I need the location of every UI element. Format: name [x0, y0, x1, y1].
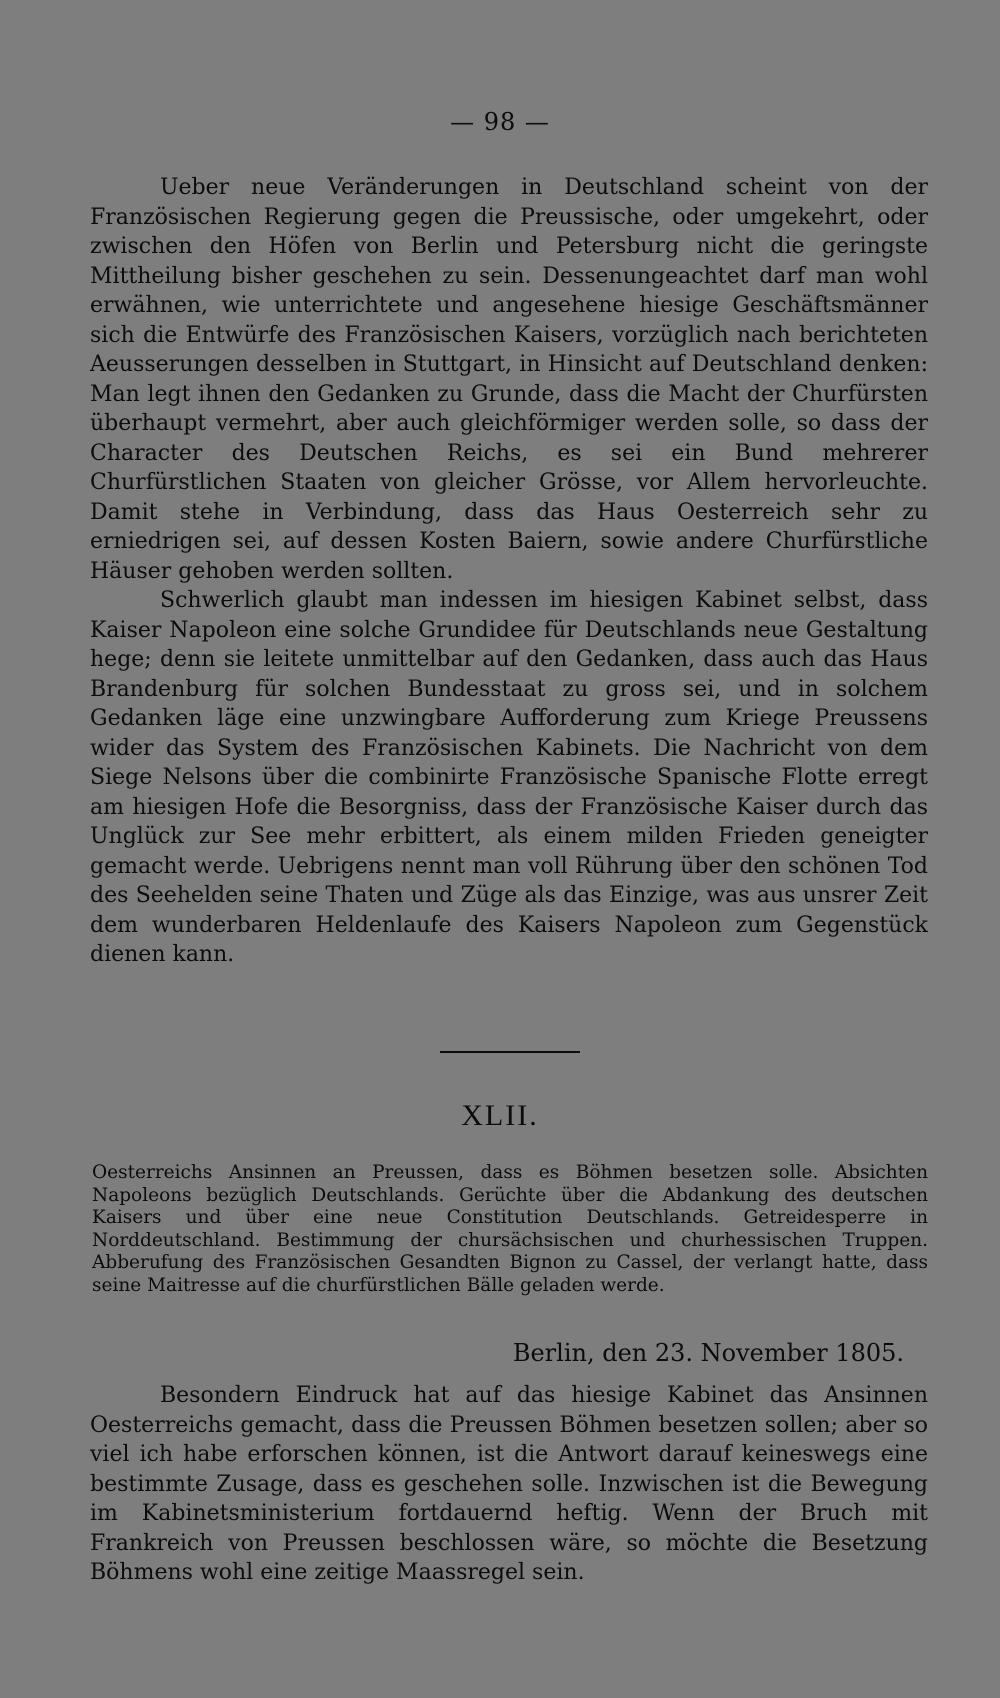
section-summary: Oesterreichs Ansinnen an Preussen, dass es Böhmen besetzen solle. Absichten Napoleons bezüglich Deutschlands. Gerüchte über die Abdankung des deutschen Kaisers und über eine neue Constitution Deutschlands. Getreidesperre in Norddeutschland. Bestimmung der chursächsischen und churhessischen Truppen. Abberufung des Französischen Gesandten Bignon zu Cassel, der verlangt hatte, dass seine Maitresse auf die churfürstlichen Bälle geladen werde. — [92, 1162, 928, 1296]
paragraph: Besondern Eindruck hat auf das hiesige Kabinet das Ansinnen Oesterreichs gemacht, dass die Preussen Böhmen besetzen sollen; aber so viel ich habe erforschen können, ist die Antwort darauf keineswegs eine bestimmte Zusage, dass es geschehen solle. Inzwischen ist die Bewegung im Kabinetsministerium fortdauernd heftig. Wenn der Bruch mit Frankreich von Preussen beschlossen wäre, so möchte die Besetzung Böhmens wohl eine zeitige Maassregel sein. — [90, 1383, 928, 1585]
section-heading: XLII. — [461, 1099, 539, 1132]
paragraph: Ueber neue Veränderungen in Deutschland scheint von der Französischen Regierung gegen die Preussische, oder umgekehrt, oder zwischen den Höfen von Berlin und Petersburg nicht die geringste Mittheilung bisher geschehen zu sein. Dessenungeachtet darf man wohl erwähnen, wie unterrichtete und angesehene hiesige Geschäftsmänner sich die Entwürfe des Französischen Kaisers, vorzüglich nach berichteten Aeusserungen desselben in Stuttgart, in Hinsicht auf Deutschland denken: Man legt ihnen den Gedanken zu Grunde, dass die Macht der Churfürsten überhaupt vermehrt, aber auch gleichförmiger werden solle, so dass der Character des Deutschen Reichs, es sei ein Bund mehrerer Churfürstlichen Staaten von gleicher Grösse, vor Allem hervorleuchte. Damit stehe in Verbindung, dass das Haus Oesterreich sehr zu erniedrigen sei, auf dessen Kosten Baiern, sowie andere Churfürstliche Häuser gehoben werden sollten. — [90, 175, 928, 584]
section-divider — [440, 1051, 580, 1053]
letter-text-continued — [90, 173, 928, 970]
dateline: Berlin, den 23. November 1805. — [512, 1339, 904, 1367]
paragraph: Schwerlich glaubt man indessen im hiesigen Kabinet selbst, dass Kaiser Napoleon eine solche Grundidee für Deutschlands neue Gestaltung hege; denn sie leitete unmittelbar auf den Gedanken, dass auch das Haus Brandenburg für solchen Bundesstaat zu gross sei, und in solchem Gedanken läge eine unzwingbare Aufforderung zum Kriege Preussens wider das System des Französischen Kabinets. Die Nachricht von dem Siege Nelsons über die combinirte Französische Spanische Flotte erregt am hiesigen Hofe die Besorgniss, dass der Französische Kaiser durch das Unglück zur See mehr erbittert, als einem milden Frieden geneigter gemacht werde. Uebrigens nennt man voll Rührung über den schönen Tod des Seehelden seine Thaten und Züge als das Einzige, was aus unsrer Zeit dem wunderbaren Heldenlaufe des Kaisers Napoleon zum Gegenstück dienen kann. — [90, 588, 928, 967]
letter-text — [90, 1381, 928, 1588]
page-number: — 98 — — [450, 108, 550, 136]
